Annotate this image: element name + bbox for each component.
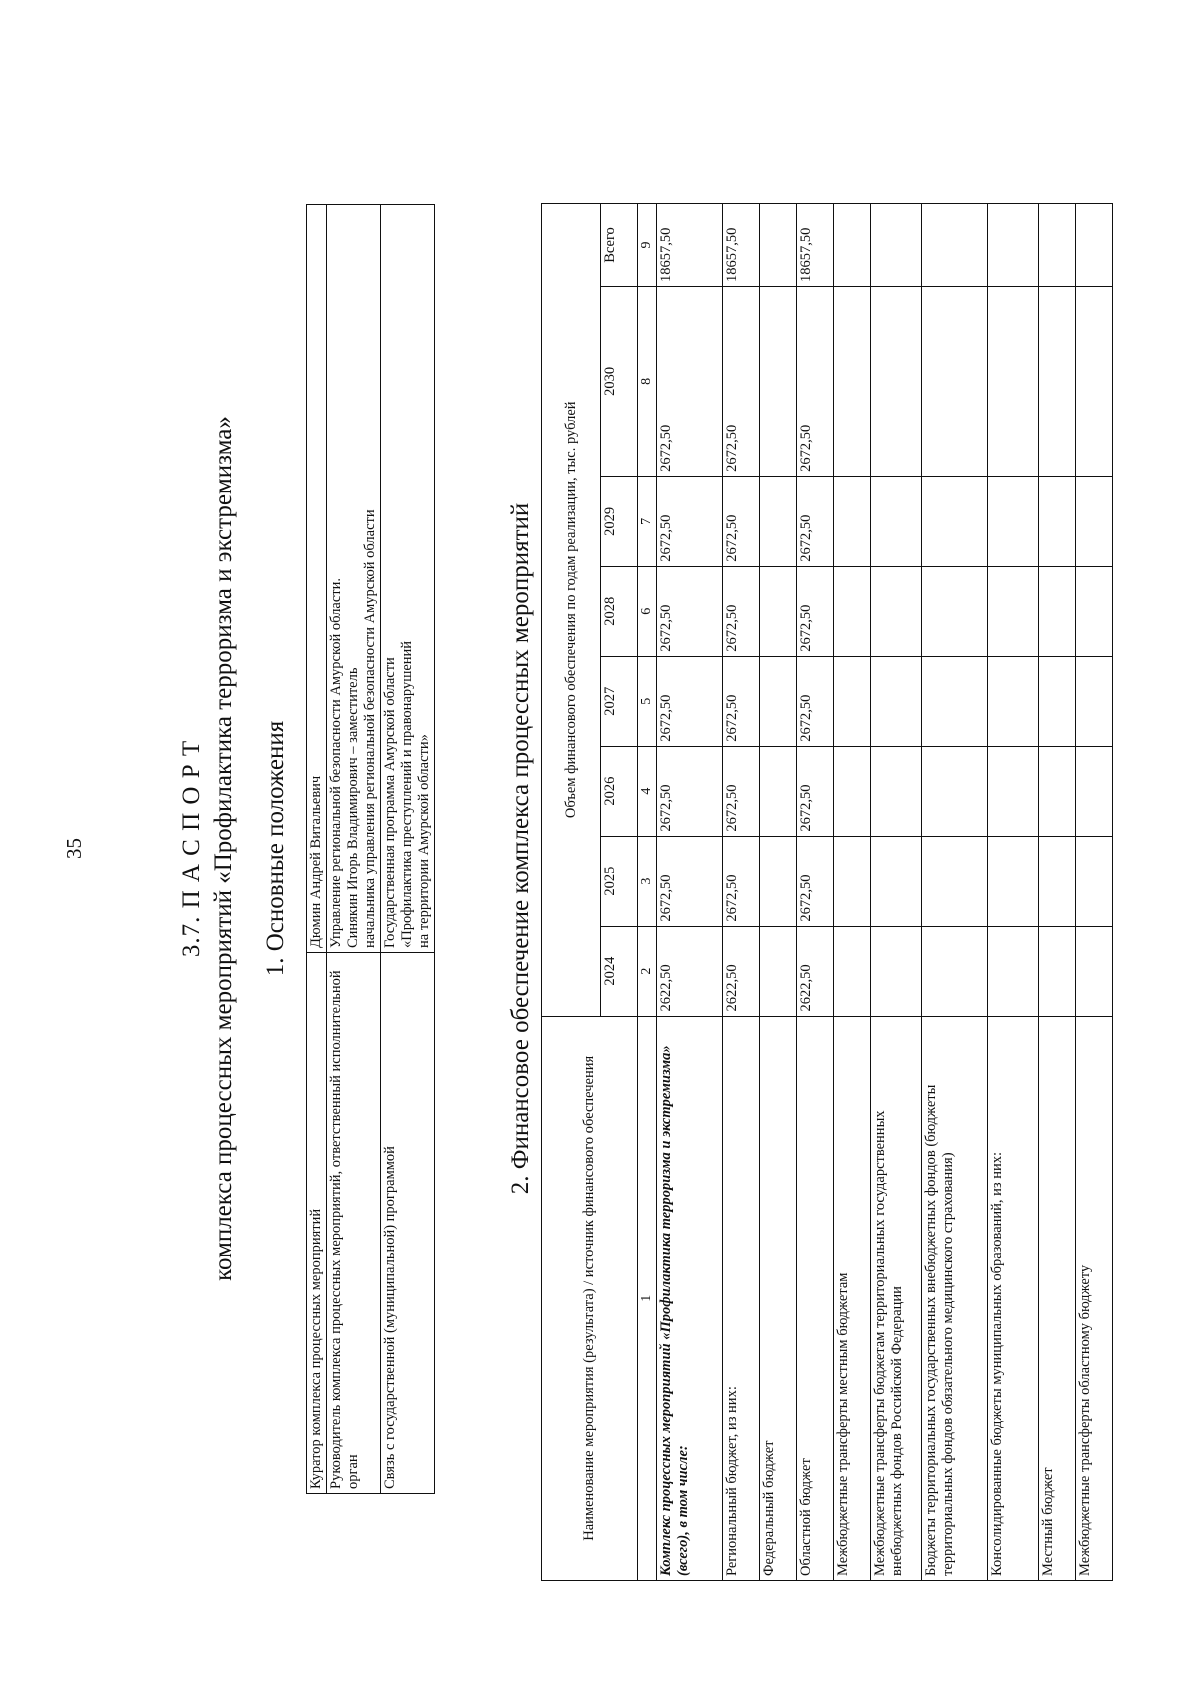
- value-cell: 2672,50: [723, 836, 760, 926]
- passport-subtitle: комплекса процессных мероприятий «Профилактика терроризма и экстремизма»: [210, 416, 237, 1281]
- value-cell: [1076, 566, 1113, 656]
- value-cell: [1039, 926, 1076, 1016]
- basic-info-table: [306, 204, 435, 1494]
- basic-row-curator: [307, 205, 327, 1494]
- value-cell: [1076, 287, 1113, 477]
- value-cell: 2672,50: [723, 656, 760, 746]
- value-cell: [922, 656, 988, 746]
- value-cell: 2672,50: [797, 287, 834, 477]
- value-cell: [922, 836, 988, 926]
- value-cell: [1039, 476, 1076, 566]
- volume-header: Объем финансового обеспечения по годам реализации, тыс. рублей: [542, 204, 601, 1017]
- value-cell: [834, 926, 871, 1016]
- table-row: [723, 204, 760, 1581]
- value-cell: [1076, 746, 1113, 836]
- row-label: Областной бюджет: [797, 1016, 834, 1580]
- value-cell: [760, 287, 797, 477]
- value-cell: [760, 566, 797, 656]
- value-cell: [1076, 204, 1113, 287]
- year-header: 2027: [601, 656, 638, 746]
- value-cell: [760, 656, 797, 746]
- value-cell: 2672,50: [657, 746, 723, 836]
- value-cell: [988, 926, 1039, 1016]
- table-row: [988, 204, 1039, 1581]
- year-header: 2029: [601, 476, 638, 566]
- value-cell: [922, 287, 988, 477]
- table-row: [834, 204, 871, 1581]
- value-cell: [834, 204, 871, 287]
- value-cell: [760, 476, 797, 566]
- value-cell: [1039, 566, 1076, 656]
- value-cell: 2672,50: [797, 656, 834, 746]
- column-number: 4: [638, 746, 657, 836]
- value-cell: 18657,50: [657, 204, 723, 287]
- basic-value: Дюмин Андрей Витальевич: [307, 205, 327, 953]
- column-number: 6: [638, 566, 657, 656]
- column-number: 8: [638, 287, 657, 477]
- basic-key: Куратор комплекса процессных мероприятий: [307, 953, 327, 1494]
- value-cell: 2672,50: [723, 476, 760, 566]
- value-cell: [988, 836, 1039, 926]
- value-cell: [922, 204, 988, 287]
- row-label: Федеральный бюджет: [760, 1016, 797, 1580]
- column-number: 7: [638, 476, 657, 566]
- value-cell: [1039, 204, 1076, 287]
- value-cell: [922, 566, 988, 656]
- basic-row-head: [327, 205, 381, 1494]
- value-cell: [871, 204, 922, 287]
- row-label: Межбюджетные трансферты бюджетам территориальных государственных внебюджетных фондов Российской Федерации: [871, 1016, 922, 1580]
- value-cell: 2672,50: [723, 746, 760, 836]
- financing-table: [541, 203, 1113, 1581]
- value-cell: [834, 476, 871, 566]
- value-cell: 2672,50: [797, 476, 834, 566]
- value-cell: 18657,50: [797, 204, 834, 287]
- value-cell: 2672,50: [723, 566, 760, 656]
- value-cell: 2672,50: [657, 287, 723, 477]
- total-header: Всего: [601, 204, 638, 287]
- section1-heading: 1. Основные положения: [262, 720, 289, 977]
- value-cell: [988, 204, 1039, 287]
- column-number-row: [638, 204, 657, 1581]
- value-cell: [1076, 656, 1113, 746]
- value-cell: 2622,50: [723, 926, 760, 1016]
- value-cell: 2672,50: [657, 836, 723, 926]
- value-cell: [922, 476, 988, 566]
- value-cell: [760, 204, 797, 287]
- value-cell: [1039, 836, 1076, 926]
- value-cell: [871, 926, 922, 1016]
- value-cell: [760, 926, 797, 1016]
- value-cell: [988, 287, 1039, 477]
- value-cell: [988, 476, 1039, 566]
- row-label: Консолидированные бюджеты муниципальных образований, из них:: [988, 1016, 1039, 1580]
- value-cell: [922, 926, 988, 1016]
- value-cell: [760, 836, 797, 926]
- row-label: Местный бюджет: [1039, 1016, 1076, 1580]
- name-header: Наименование мероприятия (результата) / источник финансового обеспечения: [542, 1016, 638, 1580]
- row-label: Межбюджетные трансферты местным бюджетам: [834, 1016, 871, 1580]
- value-cell: 18657,50: [723, 204, 760, 287]
- section2-heading: 2. Финансовое обеспечение комплекса процессных мероприятий: [507, 502, 534, 1195]
- basic-row-link: [381, 205, 435, 1494]
- table-row: [922, 204, 988, 1581]
- value-cell: [1039, 287, 1076, 477]
- fin-header-row: [542, 204, 601, 1581]
- value-cell: 2672,50: [797, 836, 834, 926]
- row-label: Региональный бюджет, из них:: [723, 1016, 760, 1580]
- value-cell: [922, 746, 988, 836]
- value-cell: [1076, 836, 1113, 926]
- column-number: 2: [638, 926, 657, 1016]
- column-number: 3: [638, 836, 657, 926]
- value-cell: [834, 746, 871, 836]
- year-header: 2024: [601, 926, 638, 1016]
- table-row: [797, 204, 834, 1581]
- page-number: 35: [62, 838, 86, 859]
- year-header: 2025: [601, 836, 638, 926]
- row-label: Комплекс процессных мероприятий «Профилактика терроризма и экстремизма» (всего), в том числе:: [657, 1016, 723, 1580]
- value-cell: [988, 566, 1039, 656]
- value-cell: [834, 287, 871, 477]
- row-label: Межбюджетные трансферты областному бюджету: [1076, 1016, 1113, 1580]
- passport-title: 3.7. П А С П О Р Т: [178, 739, 205, 958]
- value-cell: [834, 566, 871, 656]
- column-number: 5: [638, 656, 657, 746]
- column-number: 1: [638, 1016, 657, 1580]
- column-number: 9: [638, 204, 657, 287]
- year-header: 2026: [601, 746, 638, 836]
- value-cell: 2672,50: [797, 746, 834, 836]
- value-cell: 2622,50: [797, 926, 834, 1016]
- value-cell: [834, 656, 871, 746]
- value-cell: [988, 746, 1039, 836]
- year-header: 2028: [601, 566, 638, 656]
- value-cell: [760, 746, 797, 836]
- value-cell: [871, 746, 922, 836]
- value-cell: 2672,50: [657, 566, 723, 656]
- value-cell: [871, 656, 922, 746]
- value-cell: [834, 836, 871, 926]
- table-row: [1039, 204, 1076, 1581]
- value-cell: [1076, 926, 1113, 1016]
- row-label: Бюджеты территориальных государственных внебюджетных фондов (бюджеты территориальных фондов обязательного медицинского страхования): [922, 1016, 988, 1580]
- basic-key: Руководитель комплекса процессных мероприятий, ответственный исполнительной орган: [327, 953, 381, 1494]
- value-cell: [1076, 476, 1113, 566]
- table-row: [760, 204, 797, 1581]
- table-row: [1076, 204, 1113, 1581]
- value-cell: [1039, 656, 1076, 746]
- year-header: 2030: [601, 287, 638, 477]
- table-row: [657, 204, 723, 1581]
- value-cell: 2672,50: [797, 566, 834, 656]
- value-cell: [988, 656, 1039, 746]
- value-cell: 2672,50: [723, 287, 760, 477]
- value-cell: 2672,50: [657, 656, 723, 746]
- basic-key: Связь с государственной (муниципальной) программой: [381, 953, 435, 1494]
- value-cell: [871, 836, 922, 926]
- value-cell: [1039, 746, 1076, 836]
- basic-value: Управление региональной безопасности Амурской области. Синякин Игорь Владимирович – заместитель начальника управления региональной безопасности Амурской области: [327, 205, 381, 953]
- value-cell: [871, 287, 922, 477]
- value-cell: [871, 566, 922, 656]
- basic-value: Государственная программа Амурской области «Профилактика преступлений и правонарушений на территории Амурской области»: [381, 205, 435, 953]
- table-row: [871, 204, 922, 1581]
- value-cell: 2672,50: [657, 476, 723, 566]
- value-cell: [871, 476, 922, 566]
- value-cell: 2622,50: [657, 926, 723, 1016]
